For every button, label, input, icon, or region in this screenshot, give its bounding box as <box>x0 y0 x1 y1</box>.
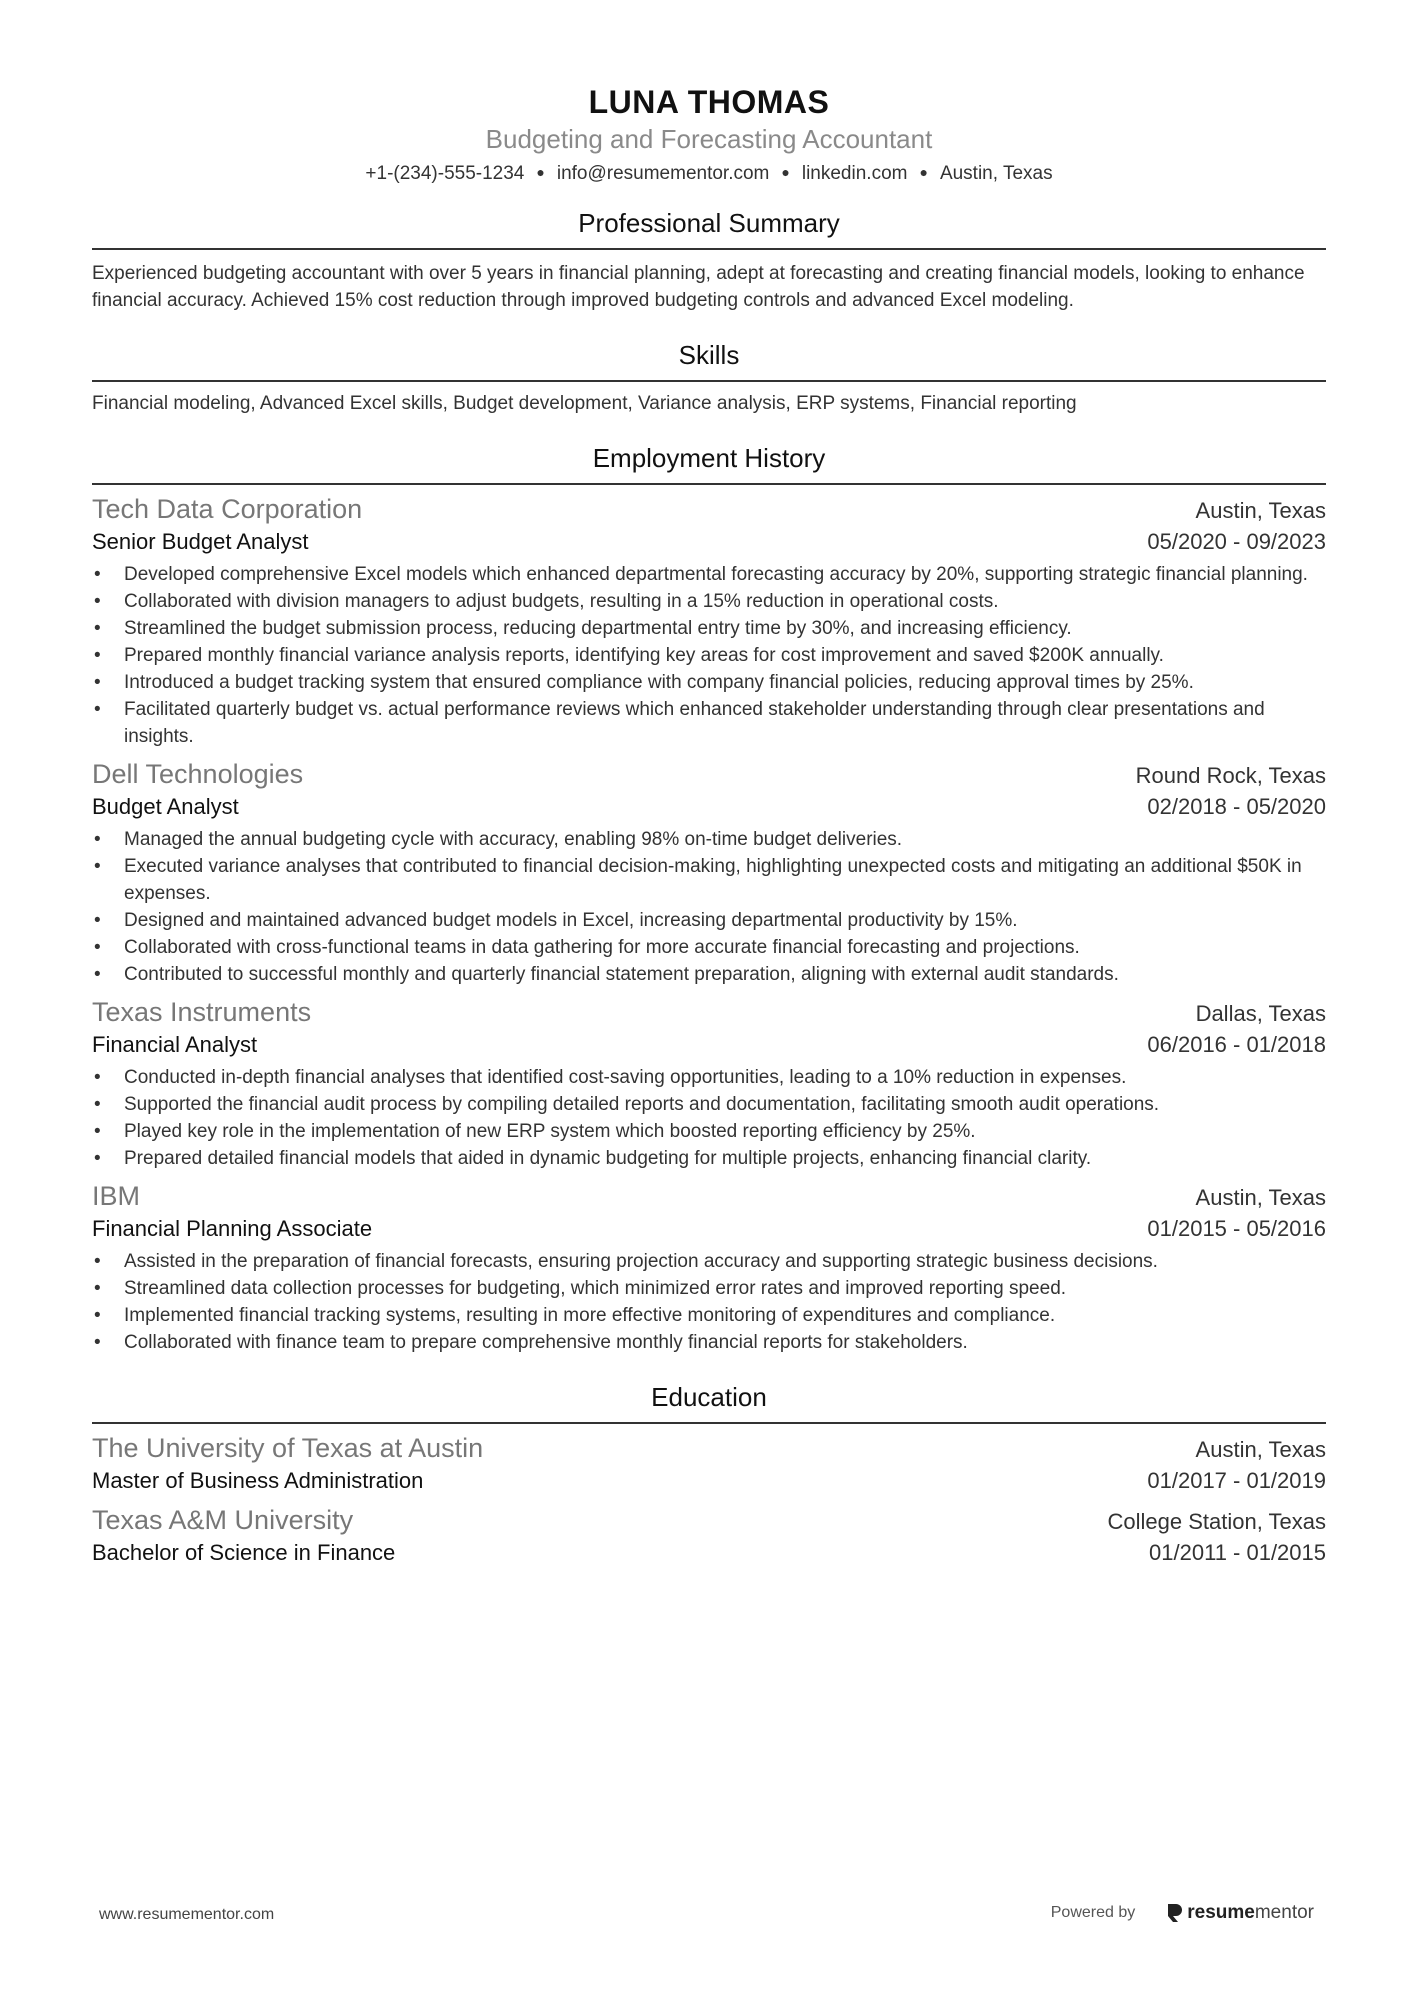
job-bullets <box>92 1248 1326 1356</box>
education-entry <box>92 1430 1326 1496</box>
job-role: Financial Planning Associate <box>92 1216 373 1241</box>
bullet-item: • Implemented financial tracking systems, resulting in more effective monitoring of expenditures and compliance. <box>92 1302 1326 1329</box>
bullet-item: • Contributed to successful monthly and quarterly financial statement preparation, aligning with external audit standards. <box>92 961 1326 988</box>
job-company: IBM <box>92 1181 141 1211</box>
bullet-item: • Played key role in the implementation of new ERP system which boosted reporting efficiency by 25%. <box>92 1118 1326 1145</box>
contact-email[interactable]: info@resumementor.com <box>556 163 770 184</box>
edu-school: The University of Texas at Austin <box>92 1433 484 1463</box>
footer-website[interactable]: www.resumementor.com <box>99 1906 275 1923</box>
brand-mark-icon <box>1165 1902 1183 1924</box>
footer-branding <box>1051 1902 1314 1924</box>
separator-dot-icon: ● <box>919 164 928 180</box>
brand-logo[interactable] <box>1165 1902 1314 1924</box>
summary-text: Experienced budgeting accountant with over 5 years in financial planning, adept at forecasting and creating financial models, looking to enhance financial accuracy. Achieved 15% cost reduction through improved budgeting controls and advanced Excel modeling. <box>92 263 1305 311</box>
job-entry <box>92 1178 1326 1356</box>
section-summary <box>92 206 1326 314</box>
job-role: Financial Analyst <box>92 1032 258 1057</box>
section-heading: Education <box>92 1380 1326 1424</box>
bullet-item: • Streamlined data collection processes for budgeting, which minimized error rates and improved reporting speed. <box>92 1275 1326 1302</box>
contact-phone: +1-(234)-555-1234 <box>365 163 525 184</box>
separator-dot-icon: ● <box>536 164 545 180</box>
resume-page <box>92 0 1326 1568</box>
section-employment <box>92 441 1326 1356</box>
job-bullets <box>92 561 1326 750</box>
job-company: Dell Technologies <box>92 759 304 789</box>
bullet-item: • Collaborated with division managers to adjust budgets, resulting in a 15% reduction in operational costs. <box>92 588 1326 615</box>
contact-website[interactable]: linkedin.com <box>801 163 908 184</box>
contact-line <box>92 158 1326 188</box>
skills-text: Financial modeling, Advanced Excel skills, Budget development, Variance analysis, ERP systems, Financial reporting <box>92 393 1077 414</box>
bullet-item: • Collaborated with finance team to prepare comprehensive monthly financial reports for stakeholders. <box>92 1329 1326 1356</box>
job-location: Round Rock, Texas <box>1135 763 1326 788</box>
separator-dot-icon: ● <box>781 164 790 180</box>
section-heading: Professional Summary <box>92 206 1326 250</box>
bullet-item: • Designed and maintained advanced budget models in Excel, increasing departmental productivity by 15%. <box>92 907 1326 934</box>
candidate-name: LUNA THOMAS <box>588 84 830 120</box>
job-location: Austin, Texas <box>1195 1185 1326 1210</box>
resume-header <box>92 0 1326 188</box>
edu-degree: Master of Business Administration <box>92 1468 424 1493</box>
edu-location: Austin, Texas <box>1195 1437 1326 1462</box>
candidate-title: Budgeting and Forecasting Accountant <box>485 124 933 154</box>
job-bullets <box>92 826 1326 988</box>
job-dates: 02/2018 - 05/2020 <box>1147 794 1326 819</box>
brand-name-bold: resume <box>1187 1902 1255 1923</box>
edu-dates: 01/2017 - 01/2019 <box>1147 1468 1326 1493</box>
job-entry <box>92 994 1326 1172</box>
section-heading: Skills <box>92 338 1326 382</box>
job-location: Austin, Texas <box>1195 498 1326 523</box>
job-entry <box>92 491 1326 750</box>
job-location: Dallas, Texas <box>1195 1001 1326 1026</box>
edu-dates: 01/2011 - 01/2015 <box>1149 1540 1326 1565</box>
job-company: Tech Data Corporation <box>92 494 363 524</box>
section-education <box>92 1380 1326 1568</box>
job-entry <box>92 756 1326 988</box>
education-entry <box>92 1502 1326 1568</box>
contact-location: Austin, Texas <box>939 163 1053 184</box>
job-role: Senior Budget Analyst <box>92 529 309 554</box>
edu-location: College Station, Texas <box>1107 1509 1326 1534</box>
job-company: Texas Instruments <box>92 997 312 1027</box>
section-skills <box>92 338 1326 417</box>
job-dates: 06/2016 - 01/2018 <box>1147 1032 1326 1057</box>
job-bullets <box>92 1064 1326 1172</box>
bullet-item: • Developed comprehensive Excel models which enhanced departmental forecasting accuracy by 20%, supporting strategic financial planning. <box>92 561 1326 588</box>
page-footer <box>0 1900 1410 1940</box>
bullet-item: • Prepared detailed financial models that aided in dynamic budgeting for multiple projects, enhancing financial clarity. <box>92 1145 1326 1172</box>
bullet-item: • Managed the annual budgeting cycle with accuracy, enabling 98% on-time budget deliveries. <box>92 826 1326 853</box>
bullet-item: • Collaborated with cross-functional teams in data gathering for more accurate financial forecasting and projections. <box>92 934 1326 961</box>
brand-name-light: mentor <box>1254 1902 1314 1923</box>
edu-school: Texas A&M University <box>92 1505 354 1535</box>
bullet-item: • Streamlined the budget submission process, reducing departmental entry time by 30%, and increasing efficiency. <box>92 615 1326 642</box>
bullet-item: • Prepared monthly financial variance analysis reports, identifying key areas for cost improvement and saved $200K annually. <box>92 642 1326 669</box>
bullet-item: • Conducted in-depth financial analyses that identified cost-saving opportunities, leading to a 10% reduction in expenses. <box>92 1064 1326 1091</box>
job-dates: 05/2020 - 09/2023 <box>1147 529 1326 554</box>
job-role: Budget Analyst <box>92 794 239 819</box>
bullet-item: • Supported the financial audit process by compiling detailed reports and documentation, facilitating smooth audit operations. <box>92 1091 1326 1118</box>
bullet-item: • Executed variance analyses that contributed to financial decision-making, highlighting unexpected costs and mitigating an additional $50K in expenses. <box>92 853 1326 907</box>
bullet-item: • Facilitated quarterly budget vs. actual performance reviews which enhanced stakeholder understanding through clear presentations and insights. <box>92 696 1326 750</box>
job-dates: 01/2015 - 05/2016 <box>1147 1216 1326 1241</box>
bullet-item: • Assisted in the preparation of financial forecasts, ensuring projection accuracy and supporting strategic business decisions. <box>92 1248 1326 1275</box>
powered-by-text: Powered by <box>1050 1904 1136 1921</box>
bullet-item: • Introduced a budget tracking system that ensured compliance with company financial policies, reducing approval times by 25%. <box>92 669 1326 696</box>
section-heading: Employment History <box>92 441 1326 485</box>
edu-degree: Bachelor of Science in Finance <box>92 1540 396 1565</box>
